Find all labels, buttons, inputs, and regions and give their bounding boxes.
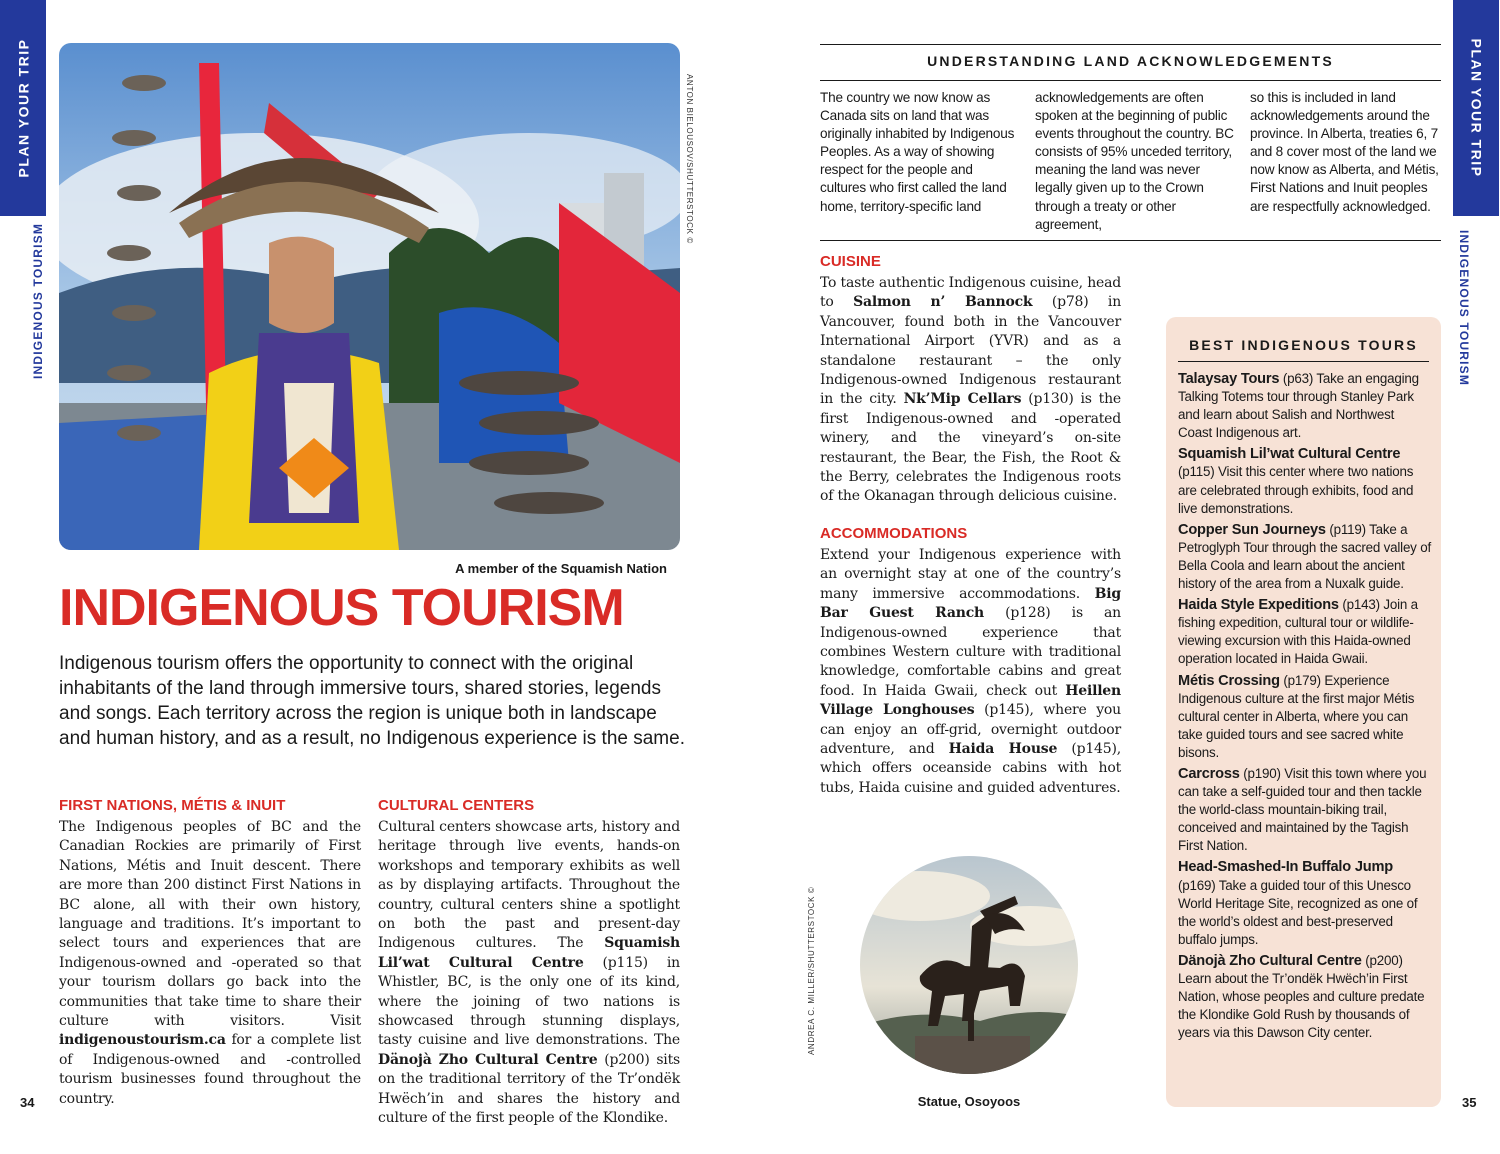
photo-caption-text: A member of the Squamish Nation xyxy=(455,561,667,576)
tour-description: (p143) Join a fishing expedition, cultural tour or wildlife-viewing excursion with this Haida-owned operation located in Haida Gwaii. xyxy=(1178,597,1418,667)
nkmip-cellars-name: Nk’Mip Cellars xyxy=(903,391,1022,408)
section-tab-label: INDIGENOUS TOURISM xyxy=(1457,230,1471,387)
cuisine-text-3: (p130) is the first Indigenous-owned and -operated winery, and the vineyard’s on-site restaurant, the Bear, the Fish, the Root & the Berry, celebrates the Indigenous roots of the Okanagan through delicious cuisine. xyxy=(820,391,1121,505)
haida-house-name: Haida House xyxy=(948,741,1058,758)
land-ack-bottom-rule xyxy=(820,240,1441,241)
tour-name: Haida Style Expeditions xyxy=(1178,597,1339,614)
tour-item xyxy=(1178,521,1431,593)
accommodations-text-1: Extend your Indigenous experience with an overnight stay at one of the country’s many immersive accommodations. xyxy=(820,547,1121,602)
tour-description: (p119) Take a Petroglyph Tour through the sacred valley of Bella Coola and learn about the ancient history of the area from a Nuxalk guide. xyxy=(1178,521,1431,592)
tour-description: (p63) Take an engaging Talking Totems tour through Stanley Park and learn about Salish and Northwest Coast Indigenous art. xyxy=(1178,371,1419,441)
danoja-centre-name: Dänojà Zho Cultural Centre xyxy=(378,1051,598,1068)
cuisine-heading: CUISINE xyxy=(820,253,881,270)
tour-item xyxy=(1178,672,1431,762)
plan-your-trip-tab-right[interactable] xyxy=(1453,0,1499,216)
tour-item xyxy=(1178,858,1431,948)
cultural-centers-text xyxy=(378,818,680,1129)
tour-item xyxy=(1178,370,1431,442)
land-ack-top-rule xyxy=(820,44,1441,45)
first-nations-text-1: The Indigenous peoples of BC and the Canadian Rockies are primarily of First Nations, Métis and Inuit descent. There are more than 200 distinct First Nations in BC alone, all with their own history, language and traditions. It’s important to select tours and experiences that are Indigenous-owned and -operated so that your tourism dollars go back into the communities that take time to share their culture with visitors. Visit xyxy=(59,819,361,1030)
cultural-centers-text-3: (p200) sits on the traditional territory of the Tr’ondëk Hwëch’in and shares the history and culture of the first people of the Klondike. xyxy=(378,1051,680,1127)
statue-credit-text: ANDREA C. MILLER/SHUTTERSTOCK © xyxy=(807,886,816,1055)
section-tab-label: INDIGENOUS TOURISM xyxy=(31,222,45,379)
heillen-village-name: Heillen Village Longhouses xyxy=(820,682,1121,719)
first-nations-text xyxy=(59,818,361,1109)
tour-name: Squamish Lil’wat Cultural Centre xyxy=(1178,446,1401,463)
first-nations-text-2: for a complete list of Indigenous-owned and -controlled tourism businesses found throughout the country. xyxy=(59,1032,361,1107)
accommodations-text-4: (p145), which offers oceanside cabins with hot tubs, Haida cuisine and guided adventures. xyxy=(820,741,1121,796)
cuisine-text xyxy=(820,274,1121,507)
tour-item xyxy=(1178,765,1431,855)
squamish-member-photo xyxy=(59,43,680,550)
cultural-centers-text-2: (p115) in Whistler, BC, is the only one of its kind, where the joining of two nations is showcased through stunning displays, tasty cuisine and live demonstrations. The xyxy=(378,954,680,1049)
cuisine-text-1: To taste authentic Indigenous cuisine, head to xyxy=(820,275,1121,311)
best-tours-rule xyxy=(1178,361,1429,362)
indigenous-tourism-link[interactable]: indigenoustourism.ca xyxy=(59,1032,226,1049)
photo-illustration xyxy=(59,43,680,550)
tour-description: (p200) Learn about the Tr’ondëk Hwëch’in First Nation, whose peoples and culture predate the Klondike Gold Rush by thousands of years via this Dawson City center. xyxy=(1178,952,1425,1041)
plan-your-trip-tab-left[interactable] xyxy=(0,0,46,216)
tour-description: (p190) Visit this town where you can take a self-guided tour and then tackle the world-class mountain-biking trail, conceived and maintained by the Tagish First Nation. xyxy=(1178,765,1427,854)
squamish-centre-name: Squamish Lil’wat Cultural Centre xyxy=(378,935,680,971)
photo-credit xyxy=(685,74,694,244)
land-ack-heading: UNDERSTANDING LAND ACKNOWLEDGEMENTS xyxy=(927,53,1334,69)
statue-caption: Statue, Osoyoos xyxy=(917,1094,1021,1109)
page-title: INDIGENOUS TOURISM xyxy=(59,579,624,637)
tour-description: (p169) Take a guided tour of this Unesco World Heritage Site, recognized as one of the world’s oldest and best-preserved buffalo jumps. xyxy=(1178,877,1418,947)
tour-item xyxy=(1178,952,1431,1042)
statue-photo-credit xyxy=(807,887,816,1055)
accommodations-text-2: (p128) is an Indigenous-owned experience that combines Western culture with traditional knowledge, comfortable cabins and great food. In Haida Gwaii, check out xyxy=(820,605,1121,699)
page-number-left: 34 xyxy=(20,1095,35,1110)
tour-name: Dänojà Zho Cultural Centre xyxy=(1178,952,1362,969)
section-tab-right xyxy=(1457,230,1471,386)
plan-your-trip-label: PLAN YOUR TRIP xyxy=(1468,38,1485,178)
cultural-centers-text-1: Cultural centers showcase arts, history and heritage through live events, hands-on workshops and temporary exhibits as well as by displaying artifacts. Throughout the country, cultural centers shine a spotlight on both the past and present-day Indigenous cultures. The xyxy=(378,819,680,952)
land-ack-col-1: The country we now know as Canada sits on land that was originally inhabited by Indigenous Peoples. As a way of showing respect for the people and cultures who first called the land home, territory-specific land xyxy=(820,90,1015,214)
tour-item xyxy=(1178,445,1431,517)
photo-credit-text: ANTON BIELOUSOV/SHUTTERSTOCK © xyxy=(685,74,694,244)
big-bar-name: Big Bar Guest Ranch xyxy=(820,585,1121,622)
first-nations-heading: FIRST NATIONS, MÉTIS & INUIT xyxy=(59,797,286,814)
intro-paragraph: Indigenous tourism offers the opportunity to connect with the original inhabitants of the land through immersive tours, shared stories, legends and songs. Each territory across the region is unique both in landscape and human history, and as a result, no Indigenous experience is the same. xyxy=(59,653,685,749)
tour-name: Métis Crossing xyxy=(1178,672,1280,689)
accommodations-text-3: (p145), where you can enjoy an off-grid, overnight outdoor adventure, and xyxy=(820,702,1121,758)
tour-name: Talaysay Tours xyxy=(1178,371,1280,387)
statue-illustration xyxy=(860,856,1078,1074)
cuisine-text-2: (p78) in Vancouver, found both in the Vancouver International Airport (YVR) and as a standalone restaurant – the only Indigenous-owned Indigenous restaurant in the city. xyxy=(820,294,1122,408)
tour-description: (p179) Experience Indigenous culture at the first major Métis cultural center in Alberta, where you can take guided tours and see sacred white bisons. xyxy=(1178,672,1415,760)
statue-photo xyxy=(860,856,1078,1074)
best-tours-box xyxy=(1166,317,1441,1107)
tour-list xyxy=(1178,370,1431,1042)
accommodations-heading: ACCOMMODATIONS xyxy=(820,525,968,542)
tour-description: (p115) Visit this center where two nations are celebrated through exhibits, food and live demonstrations. xyxy=(1178,464,1414,516)
salmon-bannock-name: Salmon n’ Bannock xyxy=(853,294,1033,311)
cultural-centers-heading: CULTURAL CENTERS xyxy=(378,797,535,814)
tour-item xyxy=(1178,596,1431,668)
land-ack-col-3: so this is included in land acknowledgements around the province. In Alberta, treaties 6, 7 and 8 cover most of the land we now know as Alberta, and Métis, First Nations and Inuit peoples are respectfully acknowledged. xyxy=(1250,90,1439,214)
photo-caption xyxy=(380,561,667,576)
plan-your-trip-label: PLAN YOUR TRIP xyxy=(15,38,32,178)
land-ack-heading-rule xyxy=(820,80,1441,81)
tour-name: Carcross xyxy=(1178,765,1240,782)
tour-name: Head-Smashed-In Buffalo Jump xyxy=(1178,859,1393,876)
page-number-right: 35 xyxy=(1462,1095,1477,1110)
accommodations-text xyxy=(820,546,1121,798)
section-tab-left xyxy=(31,223,45,379)
best-tours-heading: BEST INDIGENOUS TOURS xyxy=(1189,337,1418,353)
land-ack-col-2: acknowledgements are often spoken at the beginning of public events throughout the country. BC consists of 95% unceded territory, meaning the land was never legally given up to the Crown through a treaty or other agreement, xyxy=(1035,90,1234,232)
tour-name: Copper Sun Journeys xyxy=(1178,521,1326,538)
